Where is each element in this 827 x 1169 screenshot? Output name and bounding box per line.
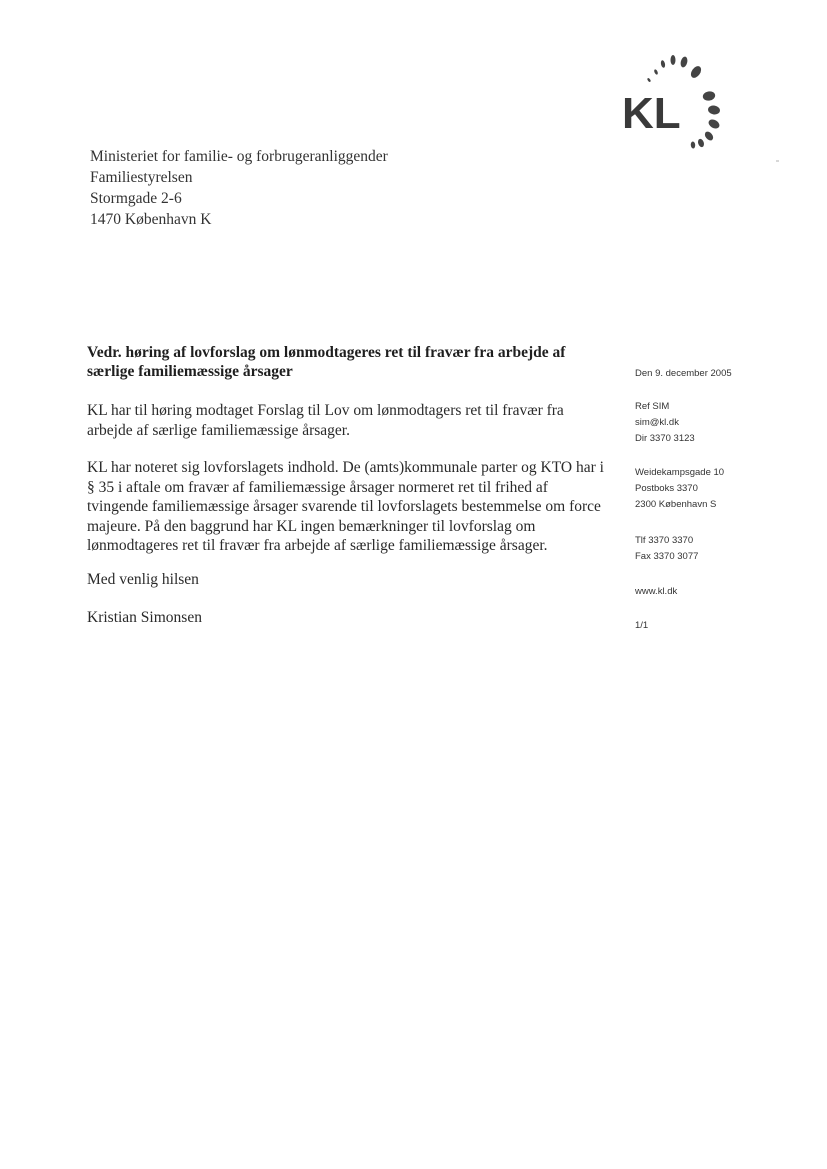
postal-city: 2300 København S — [635, 499, 717, 510]
recipient-address — [90, 146, 388, 230]
sidebar-reference — [635, 399, 695, 447]
street-address: Weidekampsgade 10 — [635, 467, 725, 478]
recipient-line-1: Ministeriet for familie- og forbrugeranliggender — [90, 148, 388, 165]
reference: Ref SIM — [635, 401, 670, 412]
recipient-line-4: 1470 København K — [90, 211, 212, 228]
body-paragraph-1: KL har til høring modtaget Forslag til Lov om lønmodtagers ret til fravær fra arbejde af særlige familiemæssige årsager. — [87, 402, 564, 439]
page-number: 1/1 — [635, 620, 649, 631]
direct-phone: Dir 3370 3123 — [635, 433, 695, 444]
letter-subject: Vedr. høring af lovforslag om lønmodtageres ret til fravær fra arbejde af særlige familiemæssige årsager — [87, 344, 566, 380]
scan-mark — [776, 160, 779, 162]
website: www.kl.dk — [635, 586, 678, 597]
sidebar-web — [635, 584, 677, 600]
sidebar-page — [635, 618, 648, 634]
sidebar-phone — [635, 533, 698, 565]
recipient-line-2: Familiestyrelsen — [90, 169, 193, 186]
postbox: Postboks 3370 — [635, 483, 698, 494]
sidebar-date — [635, 366, 732, 382]
logo-text: KL — [622, 89, 681, 138]
recipient-line-3: Stormgade 2-6 — [90, 190, 182, 207]
body-paragraph-2: KL har noteret sig lovforslagets indhold. De (amts)kommunale parter og KTO har i § 35 i aftale om fravær af familiemæssige årsager normeret ret til frihed af tvingende familiemæssige årsager svarende til lovforslagets bestemmelse om force majeure. På den baggrund har KL ingen bemærkninger til lovforslag om lønmodtageres ret til fravær fra arbejde af særlige familiemæssige årsager. — [87, 459, 604, 554]
letter-date: Den 9. december 2005 — [635, 368, 732, 379]
main-phone: Tlf 3370 3370 — [635, 535, 694, 546]
sidebar-address — [635, 465, 724, 513]
signature-name: Kristian Simonsen — [87, 609, 202, 626]
kl-logo — [618, 50, 730, 150]
fax-number: Fax 3370 3077 — [635, 551, 699, 562]
email: sim@kl.dk — [635, 417, 679, 428]
closing-salutation: Med venlig hilsen — [87, 571, 199, 588]
